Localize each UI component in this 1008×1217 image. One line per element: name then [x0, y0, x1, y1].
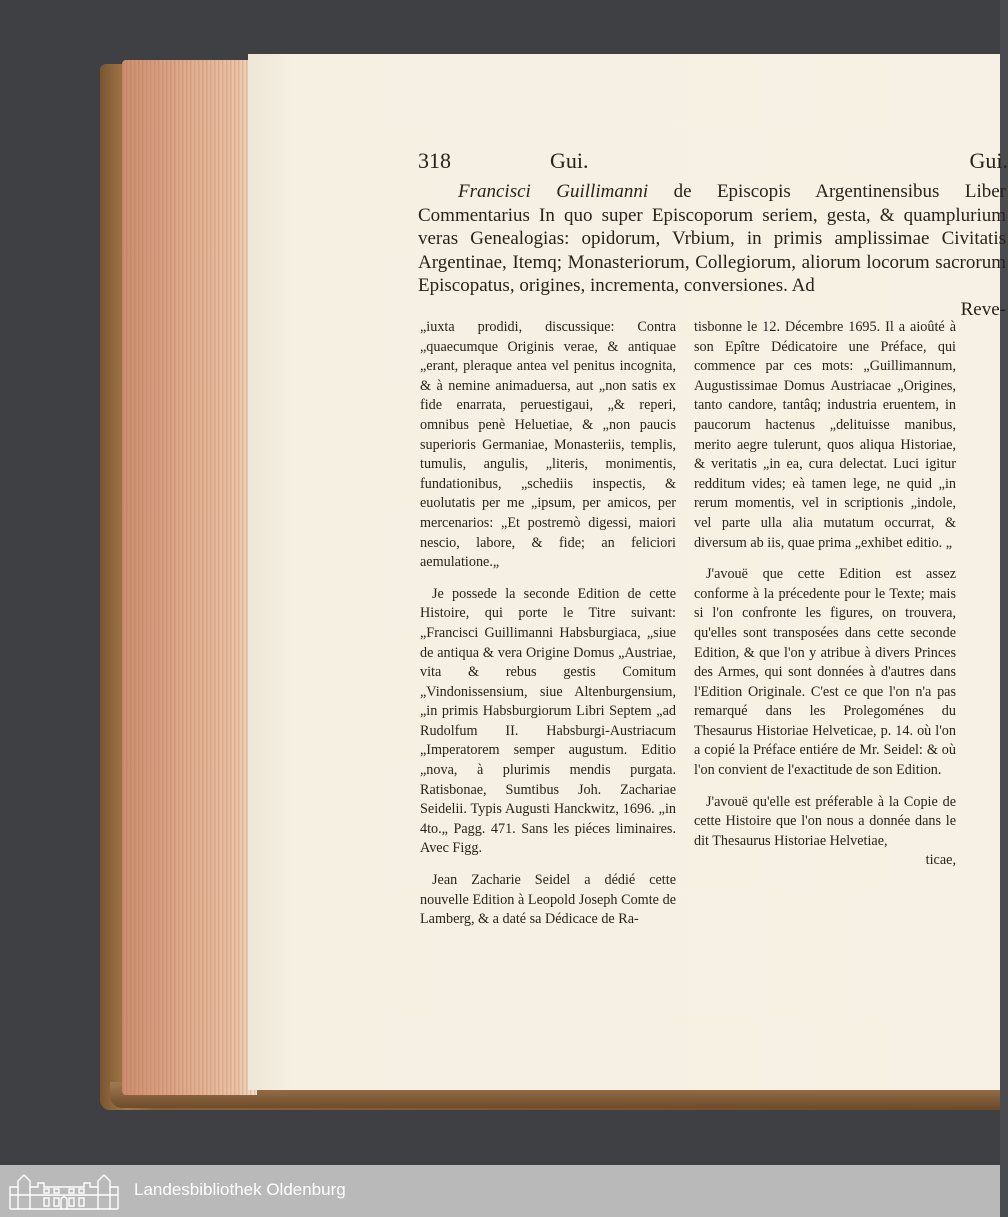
right-paragraph-3: J'avouë qu'elle est préferable à la Copie de cette Histoire que l'on nous a donnée dans le dit Thesaurus Historiae Helvetiae,: [694, 793, 956, 849]
left-column: [420, 318, 676, 942]
intro-lead: Francisci Guillimanni: [458, 181, 649, 202]
running-head-right: Gui.: [969, 148, 1008, 173]
right-paragraph-1: tisbonne le 12. Décembre 1695. Il a aioûté à son Epître Dédicatoire une Préface, qui commence par ces mots: „Guillimannum, Augustissimae Domus Austriacae „Origines, tanto candore, tantâq; industria eruentem, in paucorum hactenus „delituisse manibus, merito aegre tulerunt, quos aliqua Historiae, & veritatis „in ea, cura delectat. Luci igitur redditum vides; eà tamen lege, ne quid „in rerum momentis, vel in scriptionis „indole, vel parte ulla alia mutatum occurrat, & diversum ab iis, quae prima „exhibet editio. „: [694, 319, 956, 551]
book-page: [248, 54, 1008, 1090]
left-paragraph-3: Jean Zacharie Seidel a dédié cette nouvelle Edition à Leopold Joseph Comte de Lamberg, & a daté sa Dédicace de Ra-: [420, 872, 676, 928]
intro-paragraph: [418, 180, 1006, 321]
right-column: [694, 318, 956, 883]
left-paragraph-2: Je possede la seconde Edition de cette Histoire, qui porte le Titre suivant: „Francisci Guillimanni Habsburgiaca, „siue de antiqua & vera Origine Domus „Austriae, vita & rebus gestis Comitum „Vindonissensium, siue Altenburgensium, „in primis Habsburgiorum Libri Septem „ad Rudolfum II. Habsburgi-Austriacum „Imperatorem semper augustum. Editio „nova, à plurimis mendis purgata. Ratisbonae, Sumtibus Joh. Zachariae Seidelii. Typis Augusti Hanckwitz, 1696. „in 4to.„ Pagg. 471. Sans les piéces liminaires. Avec Figg.: [420, 585, 676, 857]
right-paragraph-2: J'avouë que cette Edition est assez conforme à la précedente pour le Texte; mais si l'on confronte les figures, on trouvera, qu'elles sont transposées dans cette seconde Edition, & que l'on y atribue à divers Princes des Armes, qui sont données à d'autres dans l'Edition Originale. C'est ce que l'on n'a pas remarqué dans les Prolegoménes du Thesaurus Historiae Helveticae, p. 14. où l'on a copié la Préface entiére de Mr. Seidel: & où l'on convient de l'exactitude de son Edition.: [694, 566, 956, 779]
library-name: Landesbibliothek Oldenburg: [134, 1180, 346, 1199]
intro-text: de Episcopis Argentinensibus Liber Commentarius In quo super Episcoporum seriem, gesta, & quamplurium veras Genealogias: opidorum, Vrbium, in primis amplissimae Civitatis Argentinae, Itemq; Monasteriorum, Collegiorum, aliorum locorum sacrorum Episcopatus, origines, incrementa, conversiones. Ad: [418, 181, 1007, 296]
right-catchword: ticae,: [925, 852, 956, 869]
page-number: 318: [418, 148, 451, 173]
running-head-left: Gui.: [550, 148, 589, 173]
page-edges: [122, 60, 257, 1095]
library-building-icon: [8, 1171, 120, 1211]
running-head: [418, 148, 1008, 184]
intro-catchword: Reve-: [960, 298, 1006, 320]
left-paragraph-1: „iuxta prodidi, discussique: Contra „quaecumque Originis verae, & antiquae „erant, pleraque antea vel penitus incognita, & à nemine animaduersa, aut „non satis ex fide enarrata, peruestigaui, „& reperi, omnibus penè Heluetiae, & „non paucis superioris Germaniae, Monasteriis, templis, tumulis, angulis, „literis, monimentis, fundationibus, „schediis inspectis, & euolutatis per me „ipsum, per amicos, per mercenarios: „Et postremò digessi, maiori nescio, labore, & fide; an feliciori aemulatione.„: [420, 319, 676, 571]
footer-bar: [0, 1165, 1000, 1217]
